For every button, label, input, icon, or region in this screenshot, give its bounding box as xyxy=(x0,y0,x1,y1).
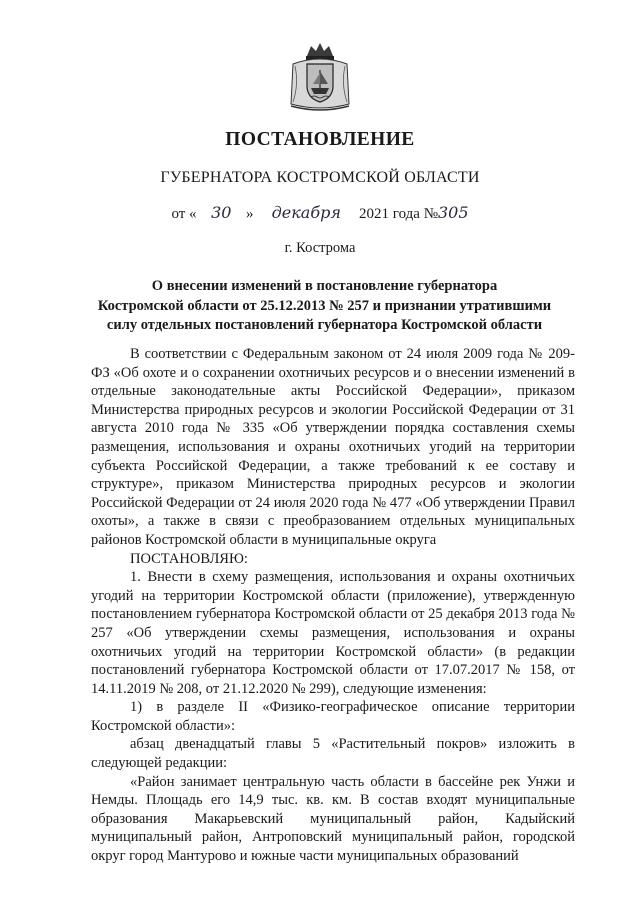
document-heading xyxy=(92,277,557,336)
document-title: ПОСТАНОВЛЕНИЕ xyxy=(225,129,415,150)
subclause-1-paragraph: 1) в разделе II «Физико-географическое описание территории Костромской области»: xyxy=(91,699,575,734)
document-body xyxy=(91,345,575,866)
document-number: 305 xyxy=(438,203,469,222)
heading-line: О внесении изменений в постановление губернатора xyxy=(151,278,498,294)
date-prefix: от « xyxy=(171,206,197,222)
issuing-authority: ГУБЕРНАТОРА КОСТРОМСКОЙ ОБЛАСТИ xyxy=(160,169,480,186)
heading-line: Костромской области от 25.12.2013 № 257 и признании утратившими xyxy=(97,297,552,314)
city: г. Кострома xyxy=(284,240,356,256)
date-line xyxy=(0,203,640,223)
heading-line: силу отдельных постановлений губернатора Костромской области xyxy=(106,317,543,333)
number-prefix: № xyxy=(423,206,438,222)
amendment-paragraph: абзац двенадцатый главы 5 «Растительный покров» изложить в следующей редакции: xyxy=(91,736,575,772)
quoted-text-paragraph: «Район занимает центральную часть области в бассейне рек Унжи и Немды. Площадь его 14,9 тыс. кв. км. В состав входят муниципальные образования Макарьевский муниципальный район, Кадыйский муниципальный район, Антроповский муниципальный район, городской округ город Мантурово и южные части муниципальных образований xyxy=(91,773,575,865)
date-mid: » xyxy=(246,206,254,222)
preamble-paragraph: В соответствии с Федеральным законом от 24 июля 2009 года № 209-ФЗ «Об охоте и о сохранении охотничьих ресурсов и о внесении изменений в отдельные законодательные акты Российской Федерации», приказом Министерства природных ресурсов и экологии Российской Федерации от 31 августа 2010 года № 335 «Об утверждении порядка составления схемы размещения, использования и охраны охотничьих угодий на территории субъекта Российской Федерации, а также требований к ее составу и структуре», приказом Министерства природных ресурсов и экологии Российской Федерации от 24 июля 2020 года № 477 «Об утверждении Правил охоты», а также в связи с преобразованием отдельных муниципальных районов Костромской области в муниципальные округа xyxy=(91,346,575,548)
date-year: 2021 года xyxy=(359,206,420,222)
resolution-keyword: ПОСТАНОВЛЯЮ: xyxy=(130,550,248,567)
date-month: декабря xyxy=(271,203,341,222)
coat-of-arms-icon xyxy=(287,40,353,112)
date-day: 30 xyxy=(211,203,232,222)
clause-1-paragraph: 1. Внести в схему размещения, использования и охраны охотничьих угодий на территории Костромской области (приложение), утвержденную постановлением губернатора Костромской области от 25 декабря 2013 года № 257 «Об утверждении схемы размещения, использования и охраны охотничьих угодий на территории Костромской области» (в редакции постановлений губернатора Костромской области от 17.07.2017 № 158, от 14.11.2019 № 208, от 21.12.2020 № 299), следующие изменения: xyxy=(91,569,575,697)
